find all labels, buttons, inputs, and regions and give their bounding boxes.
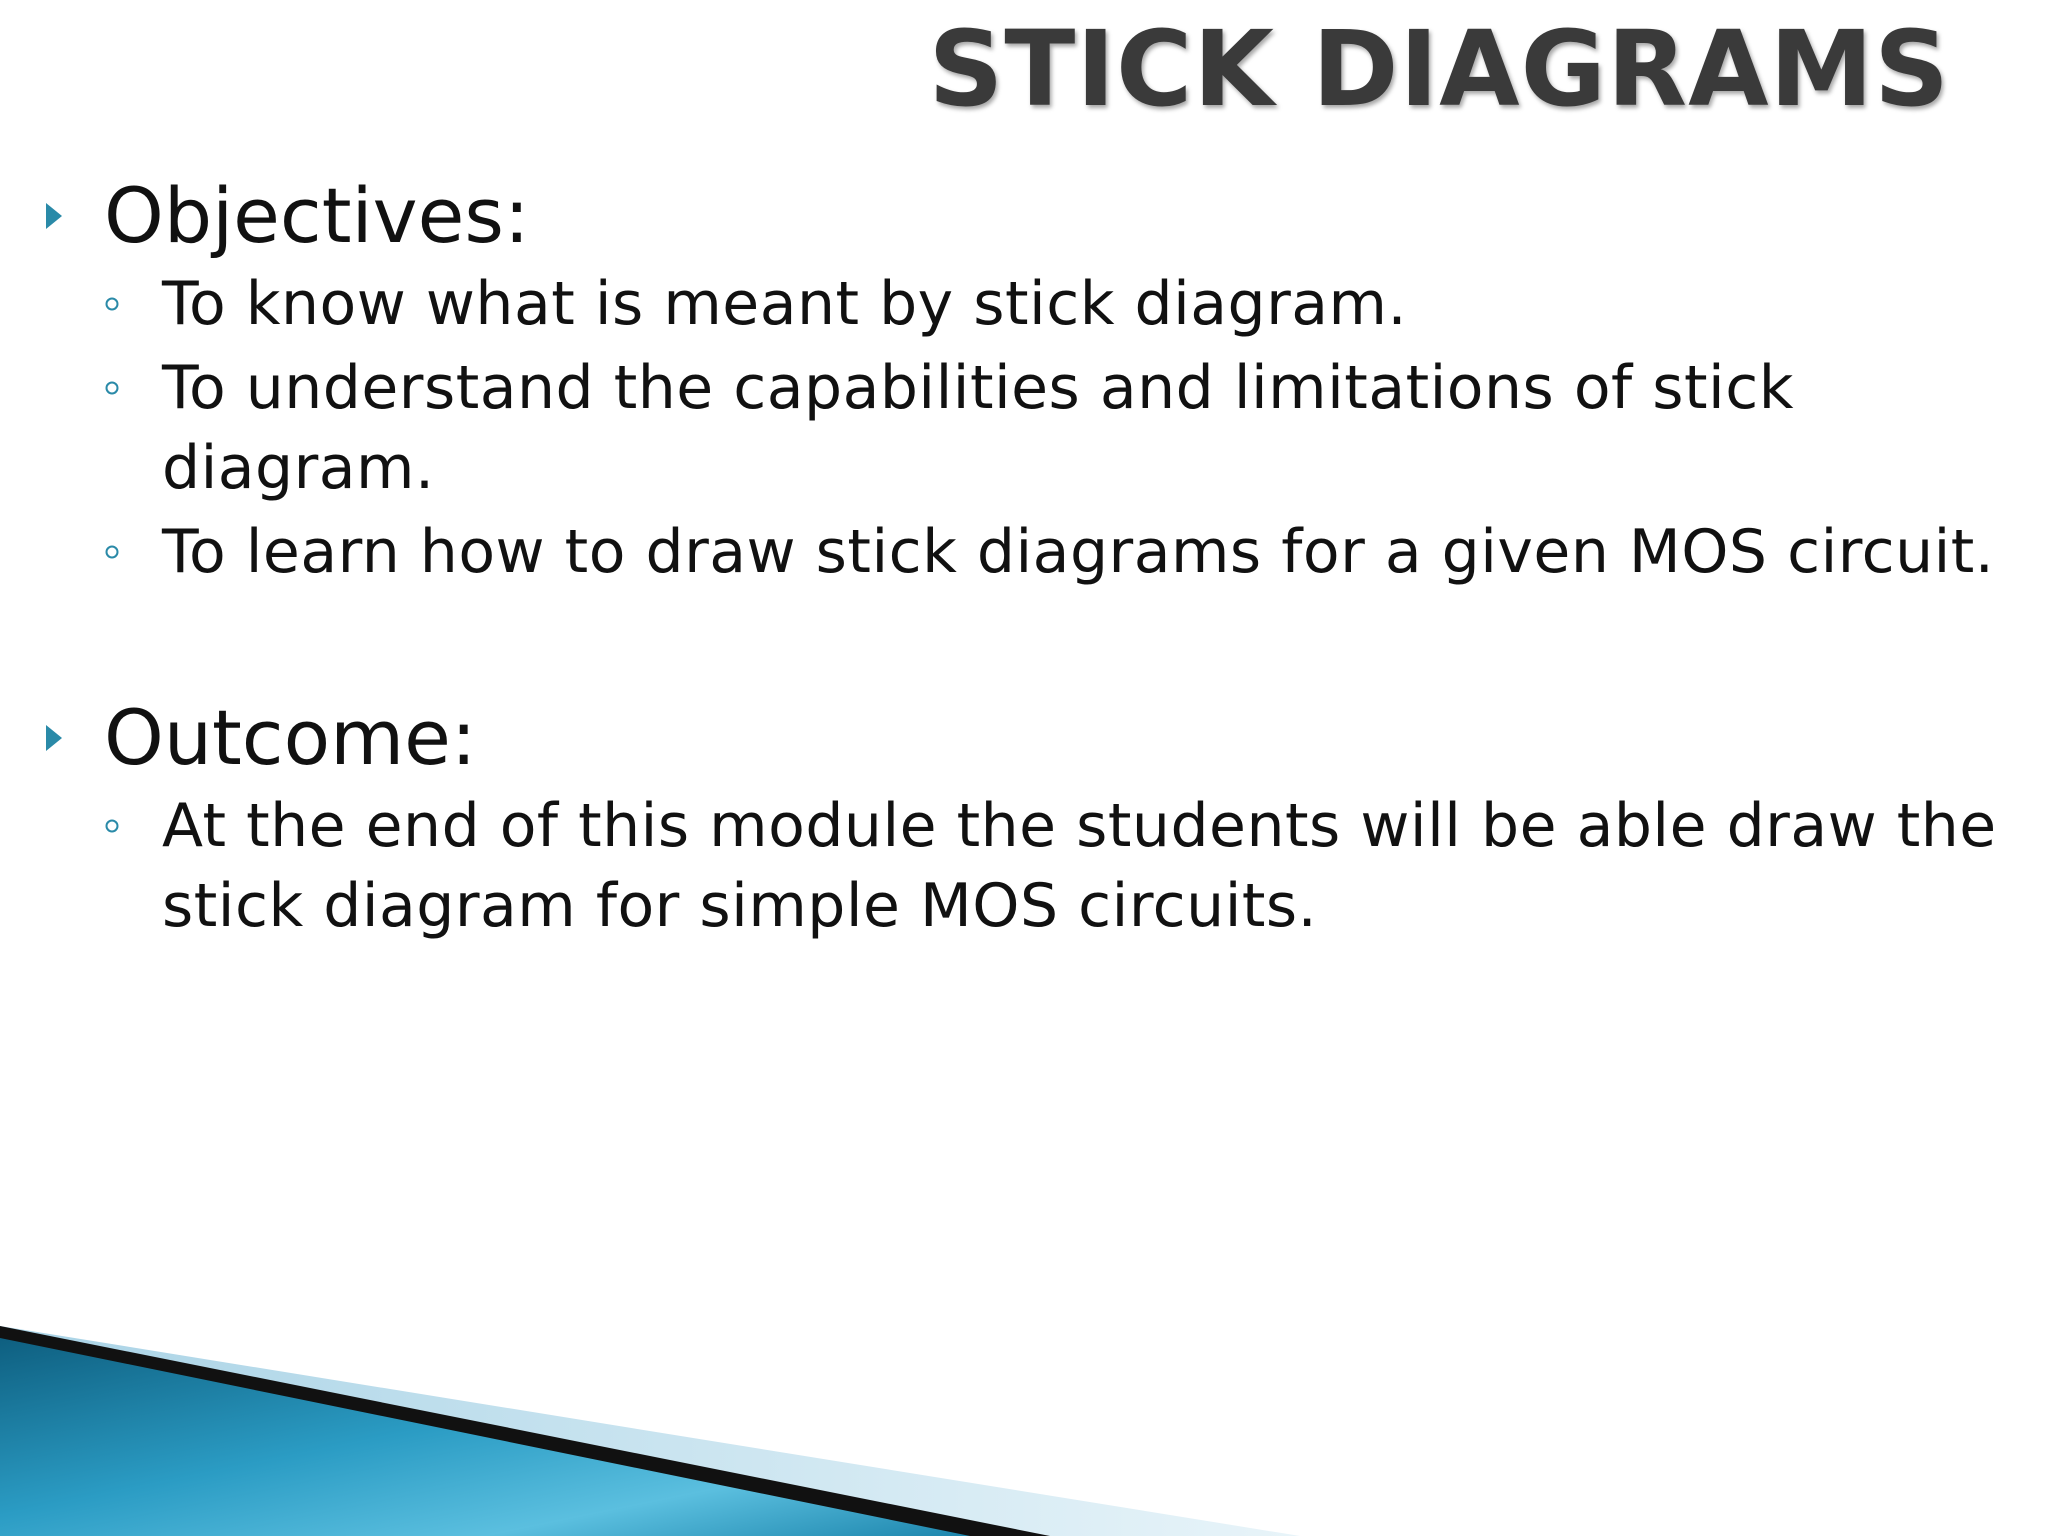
slide-title: STICK DIAGRAMS [928, 8, 1950, 130]
circle-bullet-icon [104, 512, 162, 592]
list-item-text: To understand the capabilities and limitations of stick diagram. [162, 353, 1794, 503]
list-item-text: At the end of this module the students will be able draw the stick diagram for simple MOS circuits. [162, 791, 1997, 941]
circle-bullet-icon [104, 786, 162, 866]
outcome-section [44, 692, 2004, 946]
slide-body [44, 170, 2004, 950]
list-item [104, 348, 2004, 508]
outcome-list [44, 786, 2004, 946]
circle-bullet-icon [104, 264, 162, 344]
list-item [104, 786, 2004, 946]
triangle-bullet-icon [44, 170, 104, 262]
objectives-section [44, 170, 2004, 592]
objectives-list [44, 264, 2004, 592]
circle-bullet-icon [104, 348, 162, 428]
section-spacer [44, 596, 2004, 692]
triangle-bullet-icon [44, 692, 104, 784]
list-item-text: To know what is meant by stick diagram. [162, 269, 1408, 339]
bullet-level1 [44, 692, 2004, 784]
objectives-heading: Objectives: [104, 171, 530, 260]
list-item [104, 264, 2004, 344]
outcome-heading: Outcome: [104, 693, 477, 782]
decorative-swoosh [0, 1276, 2048, 1536]
list-item-text: To learn how to draw stick diagrams for a given MOS circuit. [162, 517, 1995, 587]
bullet-level1 [44, 170, 2004, 262]
list-item [104, 512, 2004, 592]
